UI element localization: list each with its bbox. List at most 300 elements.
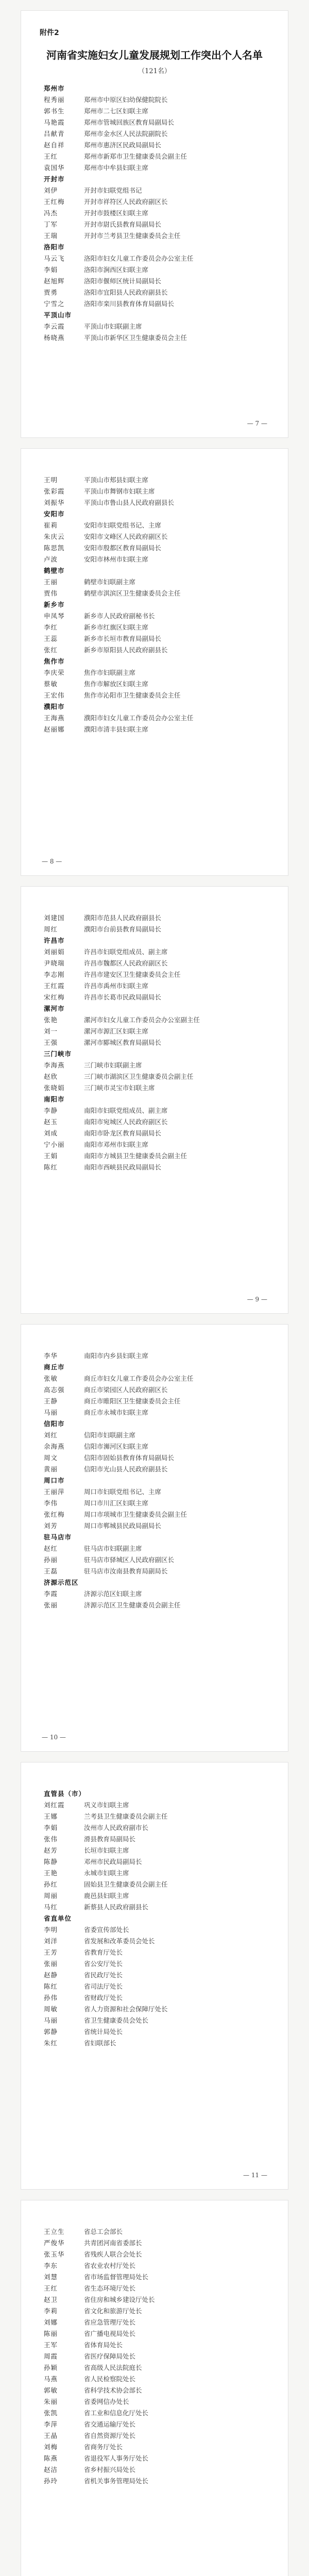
person-position: 新乡市人民政府副秘书长 xyxy=(84,612,155,620)
person-position: 省科学技术协会部长 xyxy=(84,2386,142,2394)
person-position: 驻马店市汝南县教育局副局长 xyxy=(84,1567,168,1575)
list-item xyxy=(44,474,267,486)
list-item xyxy=(44,2351,267,2362)
region-heading xyxy=(44,1048,267,1060)
list-item xyxy=(44,1407,267,1418)
person-name: 赵洁 xyxy=(44,2466,58,2473)
person-position: 商丘市妇女儿童工作委员会办公室主任 xyxy=(84,1375,194,1382)
document-count: （121名） xyxy=(138,67,171,75)
person-name: 王红 xyxy=(44,152,58,160)
person-name: 赵玉 xyxy=(44,1118,58,1126)
list-item xyxy=(44,2249,267,2260)
person-name: 张艳 xyxy=(44,1016,58,1024)
person-name: 李海燕 xyxy=(44,1061,65,1069)
person-name: 赵欣 xyxy=(44,1073,58,1080)
region-heading xyxy=(44,1532,267,1543)
list-item xyxy=(44,1071,267,1082)
person-position: 周口市川汇区妇联主席 xyxy=(84,1499,149,1507)
region-name: 信阳市 xyxy=(44,1420,65,1428)
list-item xyxy=(44,1150,267,1162)
list-item xyxy=(44,992,267,1003)
person-name: 刘建国 xyxy=(44,914,65,922)
region-heading xyxy=(44,1003,267,1014)
list-item xyxy=(44,1520,267,1532)
person-name: 马艳霞 xyxy=(44,118,65,126)
list-item xyxy=(44,2362,267,2374)
person-name: 程秀丽 xyxy=(44,96,65,104)
person-name: 马燕 xyxy=(44,2375,58,2383)
region-name: 三门峡市 xyxy=(44,1050,72,1058)
person-position: 南阳市卧龙区教育局副局长 xyxy=(84,1129,162,1137)
list-item xyxy=(44,577,267,588)
list-item xyxy=(44,1800,267,1811)
list-item xyxy=(44,276,267,287)
person-name: 严俊华 xyxy=(44,2239,65,2247)
person-position: 济源示范区卫生健康委员会副主任 xyxy=(84,1601,181,1609)
region-name: 濮阳市 xyxy=(44,703,65,710)
person-position: 焦作市解放区妇联主席 xyxy=(84,680,149,688)
person-position: 许昌市建安区卫生健康委员会主任 xyxy=(84,971,181,978)
list-item xyxy=(44,2317,267,2328)
person-position: 省商务厅处长 xyxy=(84,2443,123,2451)
person-name: 杨晓燕 xyxy=(44,334,65,342)
region-name: 直管县（市） xyxy=(44,1790,86,1798)
list-item xyxy=(44,1588,267,1600)
list-item xyxy=(44,1981,267,1992)
document-page xyxy=(21,10,288,438)
list-item xyxy=(44,724,267,735)
person-position: 省市场监督管理局处长 xyxy=(84,2273,149,2281)
list-item xyxy=(44,1936,267,1947)
list-item xyxy=(44,1396,267,1407)
person-name: 吕献青 xyxy=(44,130,65,138)
person-name: 马云飞 xyxy=(44,255,65,262)
name-list xyxy=(44,912,267,1173)
person-position: 省总工会部长 xyxy=(84,2228,123,2235)
list-item xyxy=(44,2419,267,2430)
person-position: 巩义市妇联主席 xyxy=(84,1801,129,1809)
person-name: 周霞 xyxy=(44,2352,58,2360)
list-item xyxy=(44,1162,267,1173)
person-name: 王立生 xyxy=(44,2228,65,2235)
person-position: 商丘市睢阳区卫生健康委员会主任 xyxy=(84,1397,181,1405)
list-item xyxy=(44,1509,267,1520)
list-item xyxy=(44,958,267,969)
person-position: 濮阳市妇女儿童工作委员会办公室主任 xyxy=(84,714,194,722)
list-item xyxy=(44,2442,267,2453)
person-name: 刘成 xyxy=(44,1129,58,1137)
person-name: 朱庆云 xyxy=(44,533,65,540)
person-position: 许昌市魏都区人民政府副区长 xyxy=(84,959,168,967)
person-position: 南阳市方城县卫生健康委员会副主任 xyxy=(84,1152,187,1160)
list-item xyxy=(44,140,267,151)
region-heading xyxy=(44,1418,267,1430)
person-name: 陈丽 xyxy=(44,2330,58,2337)
region-heading xyxy=(44,1913,267,1924)
person-position: 省委网信办处长 xyxy=(84,2398,129,2405)
person-name: 崔莉 xyxy=(44,521,58,529)
region-name: 新乡市 xyxy=(44,601,65,608)
person-name: 张红 xyxy=(44,646,58,654)
list-item xyxy=(44,486,267,497)
person-position: 鹤壁市妇联副主席 xyxy=(84,578,136,586)
region-name: 驻马店市 xyxy=(44,1533,72,1541)
person-position: 三门峡市湖滨区卫生健康委员会副主任 xyxy=(84,1073,194,1080)
person-name: 陈红 xyxy=(44,1982,58,1990)
person-name: 郭敏 xyxy=(44,2386,58,2394)
list-item xyxy=(44,1845,267,1856)
person-position: 安阳市林州市妇联主席 xyxy=(84,555,149,563)
person-position: 周口市妇联党组书记、主席 xyxy=(84,1488,162,1496)
person-name: 孙玲 xyxy=(44,2477,58,2485)
list-item xyxy=(44,1384,267,1396)
list-item xyxy=(44,1060,267,1071)
person-position: 省教育厅处长 xyxy=(84,1948,123,1956)
person-name: 赵芳 xyxy=(44,1846,58,1854)
list-item xyxy=(44,2015,267,2026)
list-item xyxy=(44,2306,267,2317)
person-name: 申凤琴 xyxy=(44,612,65,620)
person-name: 周红 xyxy=(44,925,58,933)
region-heading xyxy=(44,656,267,667)
person-position: 省交通运输厅处长 xyxy=(84,2420,136,2428)
person-position: 濮阳市台前县教育局副局长 xyxy=(84,925,162,933)
person-position: 兰考县卫生健康委员会副主任 xyxy=(84,1812,168,1820)
region-name: 安阳市 xyxy=(44,510,65,518)
person-name: 宁雪之 xyxy=(44,300,65,308)
region-heading xyxy=(44,1475,267,1486)
region-heading xyxy=(44,174,267,185)
region-name: 漯河市 xyxy=(44,1005,65,1012)
region-name: 洛阳市 xyxy=(44,243,65,251)
person-name: 王红梅 xyxy=(44,198,65,206)
person-position: 驻马店市妇联副主席 xyxy=(84,1545,142,1552)
person-position: 郑州市二七区妇联主席 xyxy=(84,107,149,115)
list-item xyxy=(44,117,267,128)
list-item xyxy=(44,588,267,599)
list-item xyxy=(44,667,267,679)
list-item xyxy=(44,2464,267,2476)
person-position: 商丘市永城市妇联主席 xyxy=(84,1409,149,1416)
person-position: 开封市妇联党组书记 xyxy=(84,187,142,194)
person-name: 赵静 xyxy=(44,1971,58,1979)
person-name: 王晶 xyxy=(44,2432,58,2439)
list-item xyxy=(44,554,267,565)
list-item xyxy=(44,2340,267,2351)
list-item xyxy=(44,1834,267,1845)
person-position: 省广播电视局处长 xyxy=(84,2330,136,2337)
person-name: 王军 xyxy=(44,2341,58,2349)
list-item xyxy=(44,645,267,656)
list-item xyxy=(44,2238,267,2249)
person-name: 丁军 xyxy=(44,221,58,228)
list-item xyxy=(44,1139,267,1150)
region-name: 平顶山市 xyxy=(44,311,72,319)
person-position: 省发展和改革委员会处长 xyxy=(84,1937,155,1945)
person-name: 李华 xyxy=(44,1352,58,1360)
list-item xyxy=(44,219,267,230)
region-name: 郑州市 xyxy=(44,84,65,92)
person-position: 洛阳市妇女儿童工作委员会办公室主任 xyxy=(84,255,194,262)
person-name: 刘梅 xyxy=(44,2443,58,2451)
list-item xyxy=(44,543,267,554)
list-item xyxy=(44,298,267,310)
person-name: 孙红 xyxy=(44,1880,58,1888)
person-name: 陈燕 xyxy=(44,2454,58,2462)
person-name: 卢波 xyxy=(44,555,58,563)
person-position: 省乡村振兴局处长 xyxy=(84,2466,136,2473)
list-item xyxy=(44,1452,267,1464)
list-item xyxy=(44,1105,267,1116)
list-item xyxy=(44,1970,267,1981)
person-position: 洛阳市宜阳县人民政府副县长 xyxy=(84,289,168,296)
person-name: 李志刚 xyxy=(44,971,65,978)
person-name: 王芳 xyxy=(44,1948,58,1956)
region-heading xyxy=(44,1362,267,1373)
list-item xyxy=(44,679,267,690)
person-position: 共青团河南省委部长 xyxy=(84,2239,142,2247)
list-item xyxy=(44,2226,267,2238)
list-item xyxy=(44,1498,267,1509)
person-position: 焦作市妇联副主席 xyxy=(84,669,136,676)
person-position: 新乡市原阳县人民政府副县长 xyxy=(84,646,168,654)
person-position: 省统计局处长 xyxy=(84,2028,123,2036)
list-item xyxy=(44,2385,267,2396)
person-position: 鹤壁市淇滨区卫生健康委员会主任 xyxy=(84,589,181,597)
person-name: 王娜 xyxy=(44,1812,58,1820)
person-name: 李东 xyxy=(44,2262,58,2269)
name-list xyxy=(44,1350,267,1611)
person-name: 张红梅 xyxy=(44,1511,65,1518)
list-item xyxy=(44,1947,267,1958)
person-name: 王静 xyxy=(44,1397,58,1405)
person-position: 驻马店市驿城区人民政府副区长 xyxy=(84,1556,175,1564)
list-item xyxy=(44,2294,267,2306)
list-item xyxy=(44,253,267,264)
person-position: 省生态环境厅处长 xyxy=(84,2284,136,2292)
list-item xyxy=(44,633,267,645)
person-position: 濮阳市范县人民政府副县长 xyxy=(84,914,162,922)
person-position: 漯河市郾城区教育局副局长 xyxy=(84,1039,162,1046)
person-name: 黄丽 xyxy=(44,1465,58,1473)
person-name: 李云霞 xyxy=(44,323,65,330)
list-item xyxy=(44,1958,267,1970)
list-item xyxy=(44,2283,267,2294)
person-name: 朱丽 xyxy=(44,2398,58,2405)
person-position: 郑州市惠济区民政局副局长 xyxy=(84,141,162,149)
list-item xyxy=(44,1856,267,1868)
document-title: 河南省实施妇女儿童发展规划工作突出个人名单 xyxy=(46,49,263,61)
list-item xyxy=(44,946,267,958)
person-name: 王娟 xyxy=(44,1152,58,1160)
region-name: 周口市 xyxy=(44,1477,65,1484)
list-item xyxy=(44,520,267,531)
list-item xyxy=(44,2430,267,2442)
list-item xyxy=(44,1868,267,1879)
person-position: 固始县卫生健康委员会副主任 xyxy=(84,1880,168,1888)
list-item xyxy=(44,2038,267,2049)
person-name: 刘伊 xyxy=(44,187,58,194)
list-item xyxy=(44,151,267,162)
person-name: 孙颖 xyxy=(44,2364,58,2371)
person-position: 洛阳市栾川县教育体育局副局长 xyxy=(84,300,175,308)
person-name: 刘慧 xyxy=(44,2273,58,2281)
person-name: 王红霞 xyxy=(44,982,65,990)
person-position: 新蔡县人民政府副县长 xyxy=(84,1903,149,1911)
region-name: 开封市 xyxy=(44,175,65,183)
person-name: 孙伟 xyxy=(44,1994,58,2002)
person-position: 省住房和城乡建设厅处长 xyxy=(84,2296,155,2303)
list-item xyxy=(44,1014,267,1026)
person-name: 马丽 xyxy=(44,2016,58,2024)
person-position: 焦作市沁阳市卫生健康委员会主任 xyxy=(84,691,181,699)
person-position: 省残疾人联合会处长 xyxy=(84,2250,142,2258)
person-position: 信阳市固始县教育体育局副局长 xyxy=(84,1454,175,1462)
name-list xyxy=(44,474,267,735)
person-position: 信阳市光山县人民政府副县长 xyxy=(84,1465,168,1473)
person-position: 濮阳市清丰县妇联主席 xyxy=(84,725,149,733)
region-heading xyxy=(44,1788,267,1800)
list-item xyxy=(44,1037,267,1048)
person-name: 周丽 xyxy=(44,1892,58,1900)
list-item xyxy=(44,969,267,980)
list-item xyxy=(44,1373,267,1384)
person-name: 赵红 xyxy=(44,1545,58,1552)
list-item xyxy=(44,912,267,924)
person-position: 省委宣传部处长 xyxy=(84,1926,129,1934)
person-position: 许昌市长葛市民政局副局长 xyxy=(84,993,162,1001)
person-name: 王丽 xyxy=(44,578,58,586)
person-name: 陈静 xyxy=(44,1858,58,1866)
person-name: 刘一 xyxy=(44,1027,58,1035)
person-name: 王明 xyxy=(44,476,58,484)
person-position: 省机关事务管理局处长 xyxy=(84,2477,149,2485)
list-item xyxy=(44,497,267,509)
list-item xyxy=(44,980,267,992)
person-name: 高志强 xyxy=(44,1386,65,1394)
page-number: — 7 — xyxy=(247,420,267,427)
person-position: 周口市郸城县民政局副局长 xyxy=(84,1522,162,1530)
list-item xyxy=(44,2260,267,2272)
region-heading xyxy=(44,1577,267,1588)
list-item xyxy=(44,128,267,140)
name-list xyxy=(44,1788,267,2049)
person-name: 李娟 xyxy=(44,1824,58,1832)
person-name: 王艳 xyxy=(44,1869,58,1877)
person-name: 王瑞 xyxy=(44,232,58,240)
list-item xyxy=(44,230,267,242)
person-position: 省司法厅处长 xyxy=(84,1982,123,1990)
person-name: 刘红 xyxy=(44,1431,58,1439)
person-name: 赵自祥 xyxy=(44,141,65,149)
person-position: 三门峡市妇联副主席 xyxy=(84,1061,142,1069)
person-name: 王磊 xyxy=(44,1567,58,1575)
region-heading xyxy=(44,935,267,946)
person-position: 鹿邑县妇联主席 xyxy=(84,1892,129,1900)
person-position: 省高级人民法院庭长 xyxy=(84,2364,142,2371)
region-heading xyxy=(44,701,267,713)
region-name: 济源示范区 xyxy=(44,1579,79,1586)
person-position: 平顶山市舞钢市妇联主席 xyxy=(84,487,155,495)
person-position: 许昌市禹州市妇联主席 xyxy=(84,982,149,990)
name-list xyxy=(44,2226,267,2487)
person-name: 周敏 xyxy=(44,2005,58,2013)
person-position: 省文化和旅游厅处长 xyxy=(84,2307,142,2315)
person-name: 陈思凯 xyxy=(44,544,65,552)
person-position: 永城市妇联主席 xyxy=(84,1869,129,1877)
list-item xyxy=(44,1128,267,1139)
person-position: 省体育局处长 xyxy=(84,2341,123,2349)
person-name: 王丽萍 xyxy=(44,1488,65,1496)
person-name: 张丽 xyxy=(44,1960,58,1968)
person-position: 济源示范区妇联主席 xyxy=(84,1590,142,1598)
person-position: 周口市项城市卫生健康委员会副主任 xyxy=(84,1511,187,1518)
person-position: 漯河市妇女儿童工作委员会办公室副主任 xyxy=(84,1016,200,1024)
region-heading xyxy=(44,310,267,321)
list-item xyxy=(44,2004,267,2015)
person-name: 蔡敏 xyxy=(44,680,58,688)
list-item xyxy=(44,1811,267,1822)
list-item xyxy=(44,1350,267,1362)
person-name: 贾勇 xyxy=(44,289,58,296)
list-item xyxy=(44,1464,267,1475)
person-position: 省应急管理厅处长 xyxy=(84,2318,136,2326)
person-position: 省民政厅处长 xyxy=(84,1971,123,1979)
person-name: 李莉 xyxy=(44,2307,58,2315)
list-item xyxy=(44,1879,267,1890)
list-item xyxy=(44,690,267,701)
person-name: 朱红 xyxy=(44,2039,58,2047)
person-name: 张敏 xyxy=(44,1375,58,1382)
person-position: 新乡市长垣市教育局副局长 xyxy=(84,635,162,642)
person-position: 开封市鼓楼区妇联主席 xyxy=(84,209,149,217)
region-heading xyxy=(44,509,267,520)
list-item xyxy=(44,611,267,622)
list-item xyxy=(44,1486,267,1498)
person-name: 赵卫 xyxy=(44,2296,58,2303)
person-name: 李伟 xyxy=(44,1499,58,1507)
list-item xyxy=(44,1992,267,2004)
name-list xyxy=(44,83,267,344)
person-name: 张彩霞 xyxy=(44,487,65,495)
person-position: 三门峡市灵宝市妇联主席 xyxy=(84,1084,155,1092)
person-position: 开封市祥符区人民政府副区长 xyxy=(84,198,168,206)
list-item xyxy=(44,264,267,276)
person-name: 冯杰 xyxy=(44,209,58,217)
person-position: 平顶山市郏县妇联主席 xyxy=(84,476,149,484)
person-position: 郑州市管城回族区教育局副局长 xyxy=(84,118,175,126)
person-position: 漯河市源汇区妇联主席 xyxy=(84,1027,149,1035)
person-position: 省人力资源和社会保障厅处长 xyxy=(84,2005,168,2013)
list-item xyxy=(44,106,267,117)
person-position: 汝州市人民政府副市长 xyxy=(84,1824,149,1832)
person-position: 省农业农村厅处长 xyxy=(84,2262,136,2269)
person-position: 平顶山市鲁山县人民政府副县长 xyxy=(84,499,175,506)
person-name: 尹晓瑞 xyxy=(44,959,65,967)
annex-label: 附件2 xyxy=(40,29,59,37)
region-name: 省直单位 xyxy=(44,1914,72,1922)
person-name: 刘洋 xyxy=(44,1937,58,1945)
person-name: 张凯 xyxy=(44,2409,58,2417)
page-number: — 8 — xyxy=(42,858,62,865)
person-position: 郑州市新郑市卫生健康委员会副主任 xyxy=(84,152,187,160)
list-item xyxy=(44,713,267,724)
list-item xyxy=(44,2026,267,2038)
person-position: 商丘市梁园区人民政府副区长 xyxy=(84,1386,168,1394)
person-name: 马丽 xyxy=(44,1409,58,1416)
list-item xyxy=(44,208,267,219)
person-position: 省自然资源厅处长 xyxy=(84,2432,136,2439)
